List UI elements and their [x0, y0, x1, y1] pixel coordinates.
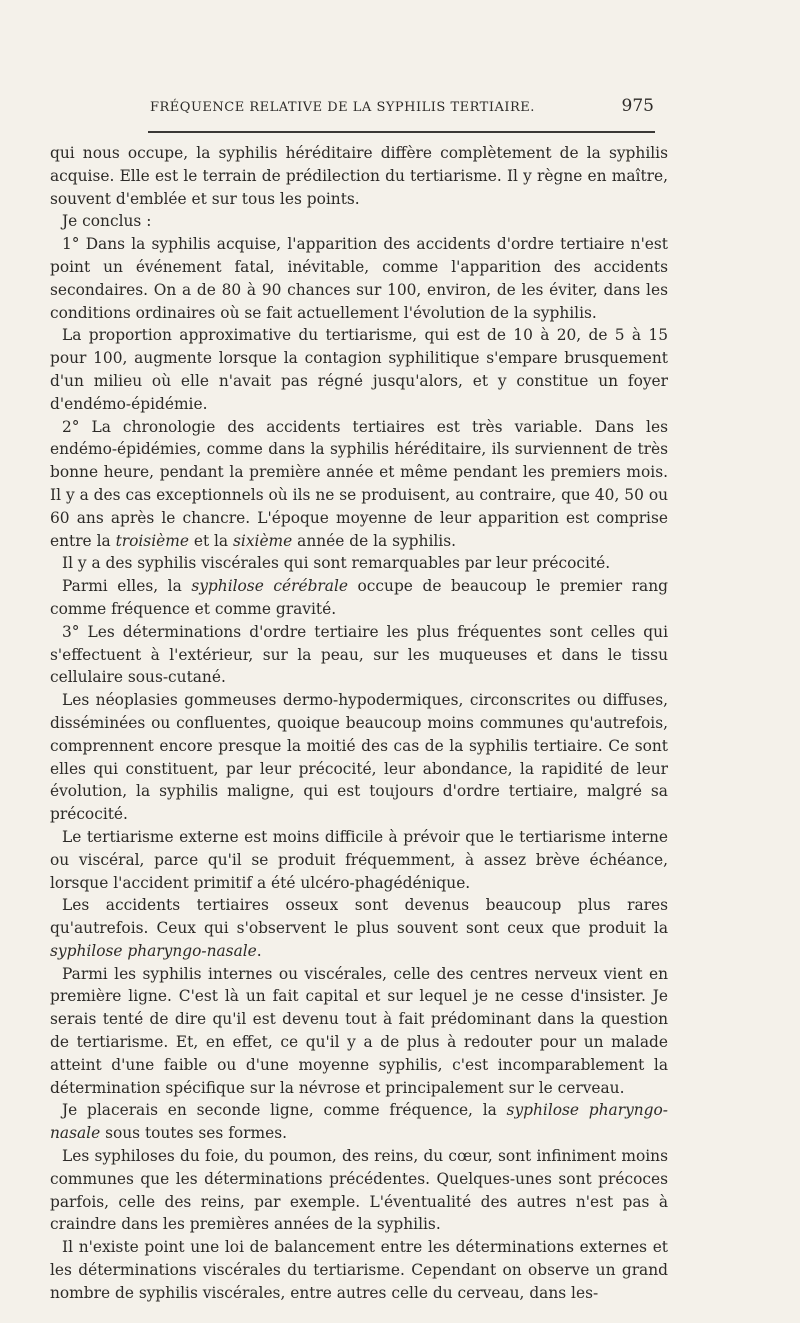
paragraph-9: Les néoplasies gommeuses dermo-hypodermiques, circonscrites ou diffuses, disséminées ou confluentes, quoique beaucoup moins communes qu'autrefois, comprennent encore presque la moitié des cas de la syphilis tertiaire. Ce sont elles qui constituent, par leur précocité, leur abondance, la rapidité de leur évolution, la syphilis maligne, qui est toujours d'ordre tertiaire, malgré sa précocité.: [50, 691, 668, 824]
paragraph-4: La proportion approximative du tertiarisme, qui est de 10 à 20, de 5 à 15 pour 100, augmente lorsque la contagion syphilitique s'empare brusquement d'un milieu où elle n'avait pas régné jusqu'alors, et y constitue un foyer d'endémo-épidémie.: [50, 326, 668, 413]
paragraph-5-text-c: année de la syphilis.: [292, 531, 457, 550]
paragraph-5-text-a: 2° La chronologie des accidents tertiaires est très variable. Dans les endémo-épidémies, comme dans la syphilis héréditaire, ils surviennent de très bonne heure, pendant la première année et même pendant les premiers mois. Il y a des cas exceptionnels où ils ne se produisent, au contraire, que 40, 50 ou 60 ans après le chancre. L'époque moyenne de leur apparition est comprise entre la: [50, 417, 668, 550]
paragraph-5: [50, 416, 668, 553]
paragraph-11-text-a: Les accidents tertiaires osseux sont devenus beaucoup plus rares qu'autrefois. Ceux qui s'observent le plus souvent sont ceux que produit la: [50, 896, 668, 938]
paragraph-13-em: syphilose pharyngo-nasale: [50, 1101, 668, 1143]
paragraph-5-em-1: troisième: [115, 531, 189, 550]
paragraph-5-text-b: et la: [188, 531, 234, 550]
paragraph-1: qui nous occupe, la syphilis héréditaire diffère complètement de la syphilis acquise. Elle est le terrain de prédilection du tertiarisme. Il y règne en maître, souvent d'emblée et sur tous les points.: [50, 144, 668, 208]
running-title: FRÉQUENCE RELATIVE DE LA SYPHILIS TERTIAIRE.: [150, 100, 535, 115]
paragraph-2: Je conclus :: [62, 212, 152, 231]
paragraph-13-text-b: sous toutes ses formes.: [100, 1124, 288, 1143]
paragraph-7-text-a: Parmi elles, la: [62, 577, 192, 596]
paragraph-11-text-b: .: [256, 941, 262, 960]
page-number: 975: [621, 96, 654, 116]
paragraph-5-em-2: sixième: [233, 531, 293, 550]
paragraph-13-text-a: Je placerais en seconde ligne, comme fréquence, la: [62, 1101, 507, 1120]
paragraph-11: [50, 894, 668, 962]
paragraph-14: Les syphiloses du foie, du poumon, des reins, du cœur, sont infiniment moins communes que les déterminations précédentes. Quelques-unes sont précoces parfois, celle des reins, par exemple. L'éventualité des autres n'est pas à craindre dans les premières années de la syphilis.: [50, 1147, 668, 1234]
paragraph-13: [50, 1099, 668, 1145]
paragraph-6: Il y a des syphilis viscérales qui sont remarquables par leur précocité.: [62, 554, 611, 573]
paragraph-12: Parmi les syphilis internes ou viscérales, celle des centres nerveux vient en première ligne. C'est là un fait capital et sur lequel je ne cesse d'insister. Je serais tenté de dire qu'il est devenu tout à fait prédominant dans la question de tertiarisme. Et, en effet, ce qu'il y a de plus à redouter pour un malade atteint d'une faible ou d'une moyenne syphilis, c'est incomparablement la détermination spécifique sur la névrose et principalement sur le cerveau.: [50, 964, 668, 1097]
paragraph-8: 3° Les déterminations d'ordre tertiaire les plus fréquentes sont celles qui s'effectuent à l'extérieur, sur la peau, sur les muqueuses et dans le tissu cellulaire sous-cutané.: [50, 622, 668, 687]
body-text: [50, 142, 668, 1305]
paragraph-3: 1° Dans la syphilis acquise, l'apparition des accidents d'ordre tertiaire n'est point un événement fatal, inévitable, comme l'apparition des accidents secondaires. On a de 80 à 90 chances sur 100, environ, de les éviter, dans les conditions ordinaires où se fait actuellement l'évolution de la syphilis.: [50, 235, 668, 322]
paragraph-7-text-b: occupe de beaucoup le premier rang comme fréquence et comme gravité.: [50, 577, 668, 618]
header-rule: [148, 131, 655, 133]
paragraph-11-em: syphilose pharyngo-nasale: [50, 941, 257, 960]
paragraph-7-em: syphilose cérébrale: [191, 577, 348, 596]
paragraph-15: Il n'existe point une loi de balancement entre les déterminations externes et les déterminations viscérales du tertiarisme. Cependant on observe un grand nombre de syphilis viscérales, entre autres celle du cerveau, dans les-: [50, 1238, 668, 1302]
paragraph-7: [50, 575, 668, 621]
paragraph-10: Le tertiarisme externe est moins difficile à prévoir que le tertiarisme interne ou viscéral, parce qu'il se produit fréquemment, à assez brève échéance, lorsque l'accident primitif a été ulcéro-phagédénique.: [50, 827, 668, 892]
